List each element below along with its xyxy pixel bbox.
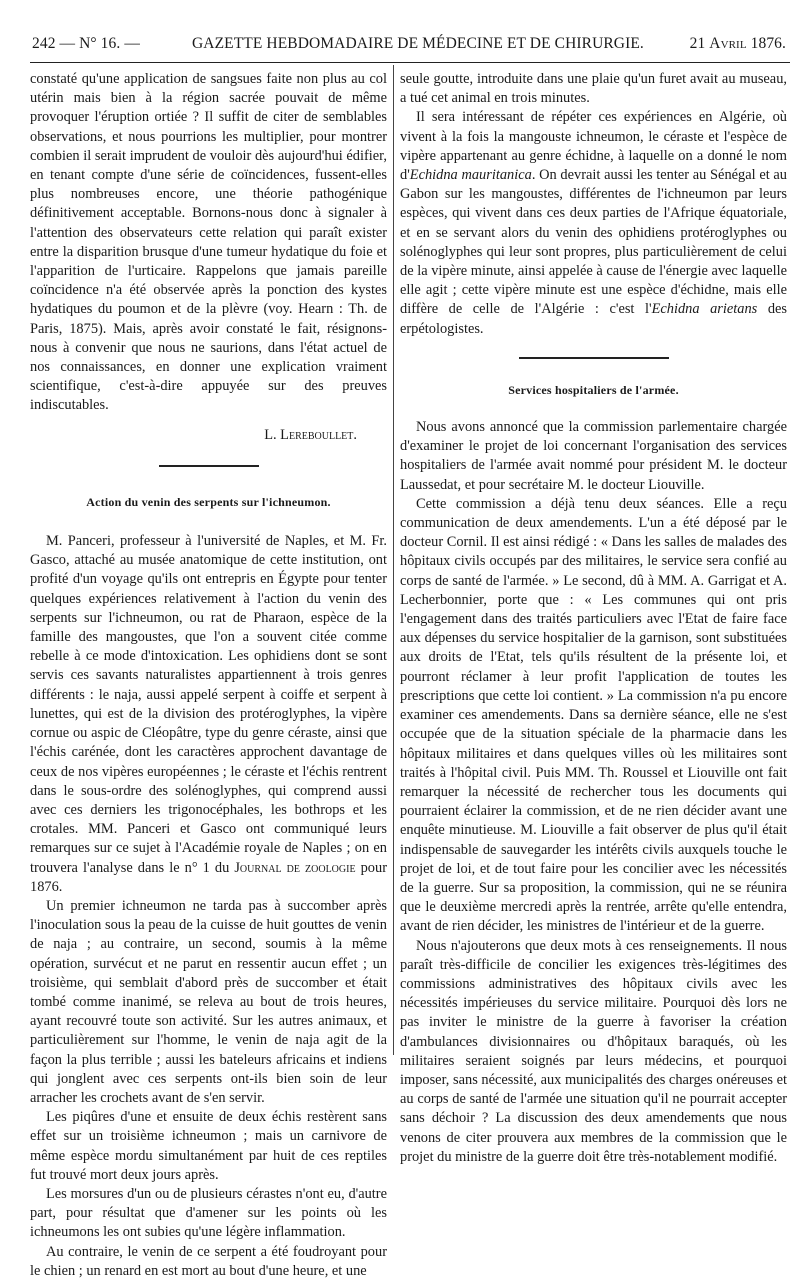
column-divider xyxy=(393,65,394,1055)
section-separator xyxy=(159,465,259,467)
left-column xyxy=(30,70,387,1281)
species-name: Echidna arietans xyxy=(651,301,758,318)
article-paragraph: Nous n'ajouterons que deux mots à ces renseignements. Il nous paraît très-difficile de concilier les exigences très-légitimes des commissions administratives des hôpitaux civils avec les nécessités impérieuses du service militaire. Pourquoi dès lors ne pas inviter le ministre de la guerre à favoriser la création d'ambulances divisionnaires ou d'hôpitaux baraqués, où les militaires seraient soignés par leurs médecins, et pourquoi imposer, sans nécessité, aux municipalités des charges onéreuses et au corps de santé de l'armée une situation qu'il ne pourrait accepter sans déchoir ? La discussion des deux amendements que nous venons de citer prouvera aux membres de la commission que le projet du ministre de la guerre doit être très-notablement modifié. xyxy=(400,937,787,1165)
article-paragraph: M. Panceri, professeur à l'université de Naples, et M. Fr. Gasco, attaché au musée anatomique de cette institution, ont profité d'un voyage qu'ils ont entrepris en Égypte pour tenter quelques expériences relativement à l'action du venin des serpents sur l'ichneumon, ou rat de Pharaon, espèce de la famille des mangoustes, que l'on a souvent citée comme rebelle à ce mode d'intoxication. Les ophidiens dont se sont servis ces savants naturalistes appartiennent à trois genres différents : le naja, aussi appelé serpent à coiffe et serpent à lunettes, qui est de la division des protéroglyphes, la vipère cornue ou aspic de Cléopâtre, type du genre céraste, ainsi que l'échis carénée, dont les caractères approchent davantage de ceux de nos vipères européennes ; le céraste et l'échis rentrent dans le sous-ordre des solénoglyphes, qui comprend aussi avec ces derniers les trigonocéphales, les bothrops et les crotales. MM. Panceri et Gasco ont communiqué leurs remarques sur ce sujet à l'Académie royale de Naples ; on en trouvera l'analyse dans le n° 1 du Journal de zoologie pour 1876. xyxy=(30,533,387,895)
page-number: 242 — N° 16. — xyxy=(32,35,140,52)
issue-date: 21 Avril 1876. xyxy=(689,35,786,52)
article-paragraph: Les morsures d'un ou de plusieurs cérastes n'ont eu, d'autre part, pour résultat que d'amener sur les points où les ichneumons les ont subies qu'une légère inflammation. xyxy=(30,1185,387,1241)
section-title-services: Services hospitaliers de l'armée. xyxy=(508,382,679,397)
section-separator xyxy=(519,357,669,359)
continued-paragraph: constaté qu'une application de sangsues faite non plus au col utérin mais bien à la région sacrée pouvait de même provoquer l'éruption ortiée ? Il suffit de citer de semblables observations, et nous pourrions les multiplier, pour montrer combien il serait imprudent de vouloir dès aujourd'hui édifier, en tenant compte d'une série de coïncidences, fussent-elles plus nombreuses encore, une théorie pathogénique définitivement acceptable. Bornons-nous donc à signaler à l'attention des observateurs cette relation qui paraît exister entre la disparition brusque d'une tumeur hydatique du foie et l'apparition de l'urticaire. Rappelons que jamais pareille coïncidence n'a été observée après la ponction des kystes hydatiques du poumon et de la plèvre (voy. Hearn : Th. de Paris, 1875). Mais, après avoir constaté le fait, résignons-nous à convenir que nous ne saurions, dans l'état actuel de nos connaissances, en donner une explication vraiment scientifique, c'est-à-dire appuyée sur des preuves indiscutables. xyxy=(30,71,387,414)
author-signature: L. Lereboullet. xyxy=(264,426,357,443)
header-rule xyxy=(30,62,790,63)
section-title-venin: Action du venin des serpents sur l'ichneumon. xyxy=(86,494,331,509)
right-column xyxy=(400,70,787,1167)
article-paragraph: Au contraire, le venin de ce serpent a été foudroyant pour le chien ; un renard en est mort au bout d'une heure, et une xyxy=(30,1243,387,1279)
journal-title: GAZETTE HEBDOMADAIRE DE MÉDECINE ET DE CHIRURGIE. xyxy=(192,35,644,52)
article-paragraph: Les piqûres d'une et ensuite de deux échis restèrent sans effet sur un troisième ichneumon ; mais un carnivore de même espèce mordu simultanément par huit de ces reptiles fut trouvé mort deux jours après. xyxy=(30,1109,387,1183)
article-paragraph: Il sera intéressant de répéter ces expériences en Algérie, où vivent à la fois la mangouste ichneumon, le céraste et l'espèce de vipère appartenant au genre échidne, à laquelle on a donné le nom d'Echidna mauritanica. On devrait aussi les tenter au Sénégal et au Gabon sur les mangoustes, différentes de l'ichneumon par leurs espèces, qui vivent dans ces deux parties de l'Afrique équatoriale, et en se servant alors du venin des ophidiens protéroglyphes ou solénoglyphes qui leur sont propres, plus particulièrement de celui de la vipère minute, ainsi appelée à cause de l'énergie avec laquelle elle agit ; cette vipère minute est une espèce d'échidne, mais elle diffère de celle de l'Algérie : c'est l'Echidna arietans des erpétologistes. xyxy=(400,109,788,337)
article-paragraph: Nous avons annoncé que la commission parlementaire chargée d'examiner le projet de loi concernant l'organisation des services hospitaliers de l'armée avait nommé pour président M. le docteur Laussedat, et pour secrétaire M. le docteur Liouville. xyxy=(400,419,787,493)
journal-reference: Journal de zoologie xyxy=(234,859,356,876)
page-header xyxy=(30,33,790,59)
continued-paragraph: seule goutte, introduite dans une plaie qu'un furet avait au museau, a tué cet animal en trois minutes. xyxy=(400,71,787,107)
article-paragraph: Un premier ichneumon ne tarda pas à succomber après l'inoculation sous la peau de la cuisse de huit gouttes de venin de naja ; au contraire, un second, soumis à la même opération, survécut et ne parut en ressentir aucun effet ; un troisième, qui semblait d'abord près de succomber et était tombé comme inanimé, se releva au bout de trois heures, ayant recouvré toute son activité. Sur les autres animaux, et particulièrement sur l'homme, le venin de naja agit de la façon la plus terrible ; aussi les bateleurs africains et indiens qui jonglent avec ces serpents ont-ils bien soin de leur arracher les crochets avant de s'en servir. xyxy=(30,897,387,1106)
species-name: Echidna mauritanica xyxy=(409,167,532,184)
article-paragraph: Cette commission a déjà tenu deux séances. Elle a reçu communication de deux amendements. L'un a été déposé par le docteur Cornil. Il est ainsi rédigé : « Dans les salles de malades des hôpitaux civils occupés par des militaires, le service sera confié au corps de santé de l'armée. » Le second, dû à MM. A. Garrigat et A. Lecherbonnier, porte que : « Les communes qui ont pris l'engagement dans des traités particuliers avec l'Etat de faire face aux dépenses du service hospitalier de la garnison, sont substituées aux droits de l'Etat, tels qu'ils résultent de la présente loi, et pourront réclamer à leur profit l'application de toutes les prescriptions que cette loi contient. » La commission n'a pu encore examiner ces amendements. Dans sa dernière séance, elle ne s'est occupée que de la situation spéciale de la pharmacie dans les hôpitaux militaires et dans quelques villes où les militaires sont traités à l'hôpital civil. Puis MM. Th. Roussel et Liouville ont fait remarquer la nécessité de rechercher tous les documents qui pourraient éclairer la commission, et de ne rien décider avant une enquête minutieuse. M. Liouville a fait observer de plus qu'il était indispensable de sauvegarder les intérêts civils auxquels touche le projet de loi, et de tout faire pour les concilier avec les nécessités de la guerre. Sur sa proposition, la commission, qui ne se réunira que le deuxième mercredi après la rentrée, arrête qu'elle entendra, avant de rien décider, les ministres de l'intérieur et de la guerre. xyxy=(400,495,787,935)
